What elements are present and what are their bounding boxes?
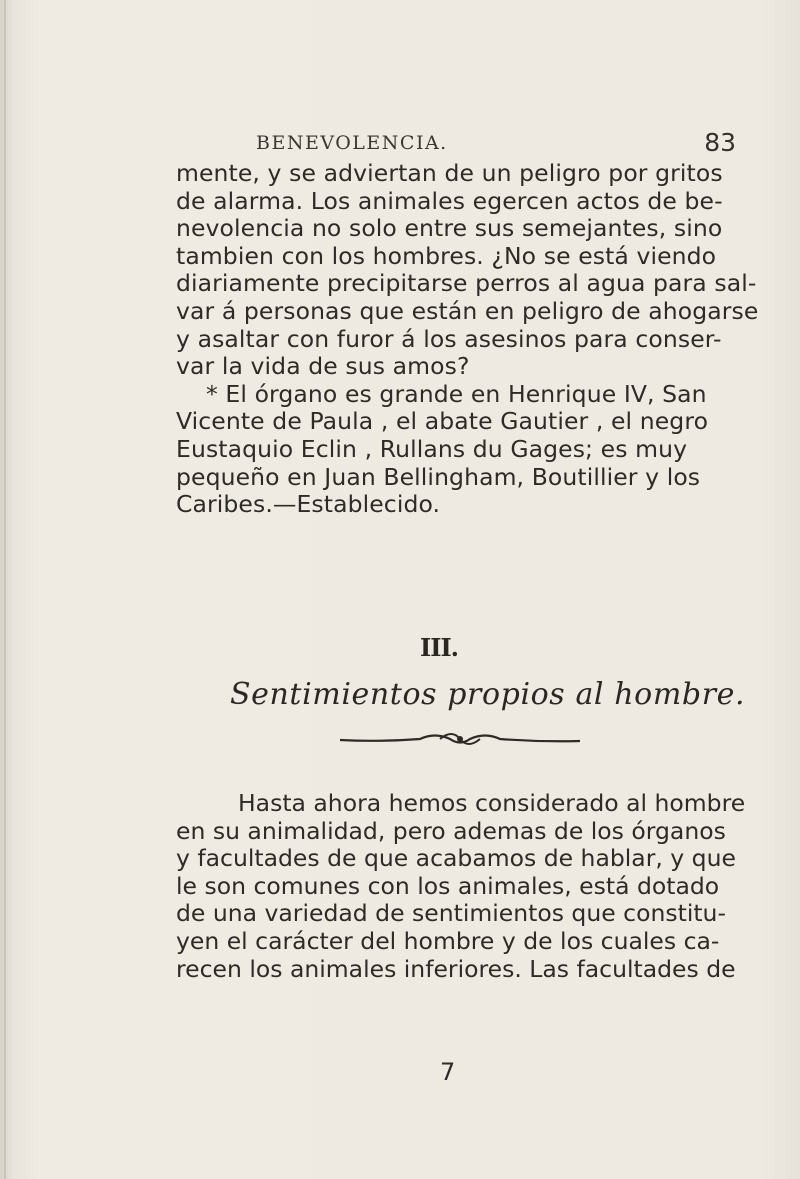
- opening-text: [176, 159, 759, 519]
- footnote-line: Caribes.—Establecido.: [176, 490, 441, 519]
- running-head: [256, 128, 736, 160]
- footnote-line: pequeño en Juan Bellingham, Boutillier y los: [176, 462, 701, 491]
- text-line: le son comunes con los animales, está dotado: [176, 871, 720, 900]
- text-line: Hasta ahora hemos considerado al hombre: [238, 789, 746, 817]
- text-line: de alarma. Los animales egercen actos de be-: [176, 186, 723, 215]
- signature-mark: 7: [440, 1058, 456, 1086]
- ornamental-flourish: [340, 730, 580, 750]
- section-body: [176, 790, 746, 983]
- page-gutter: [4, 0, 6, 1179]
- text-line: tambien con los hombres. ¿No se está viendo: [176, 241, 717, 270]
- text-line: nevolencia no solo entre sus semejantes, sino: [176, 214, 723, 243]
- text-line: y facultades de que acabamos de hablar, y que: [176, 844, 736, 873]
- page-number: 83: [704, 128, 736, 157]
- section-number: [420, 633, 500, 665]
- section-title: Sentimientos propios al hombre.: [230, 677, 746, 712]
- text-line: diariamente precipitarse perros al agua para sal-: [176, 269, 757, 298]
- footnote-line: Vicente de Paula , el abate Gautier , el negro: [176, 407, 709, 436]
- running-head-title: BENEVOLENCIA.: [256, 132, 448, 154]
- text-line: var la vida de sus amos?: [176, 352, 470, 381]
- text-line: y asaltar con furor á los asesinos para conser-: [176, 324, 722, 353]
- text-line: yen el carácter del hombre y de los cuales ca-: [176, 926, 720, 955]
- text-line: en su animalidad, pero ademas de los órganos: [176, 816, 726, 845]
- footnote-line: * El órgano es grande en Henrique IV, San: [206, 379, 707, 408]
- text-line: mente, y se adviertan de un peligro por gritos: [176, 159, 723, 187]
- text-line: var á personas que están en peligro de ahogarse: [176, 296, 759, 325]
- text-line: recen los animales inferiores. Las facultades de: [176, 954, 736, 983]
- section-number-text: III.: [420, 633, 459, 662]
- text-line: de una variedad de sentimientos que constitu-: [176, 899, 726, 928]
- footnote-line: Eustaquio Eclin , Rullans du Gages; es muy: [176, 434, 688, 463]
